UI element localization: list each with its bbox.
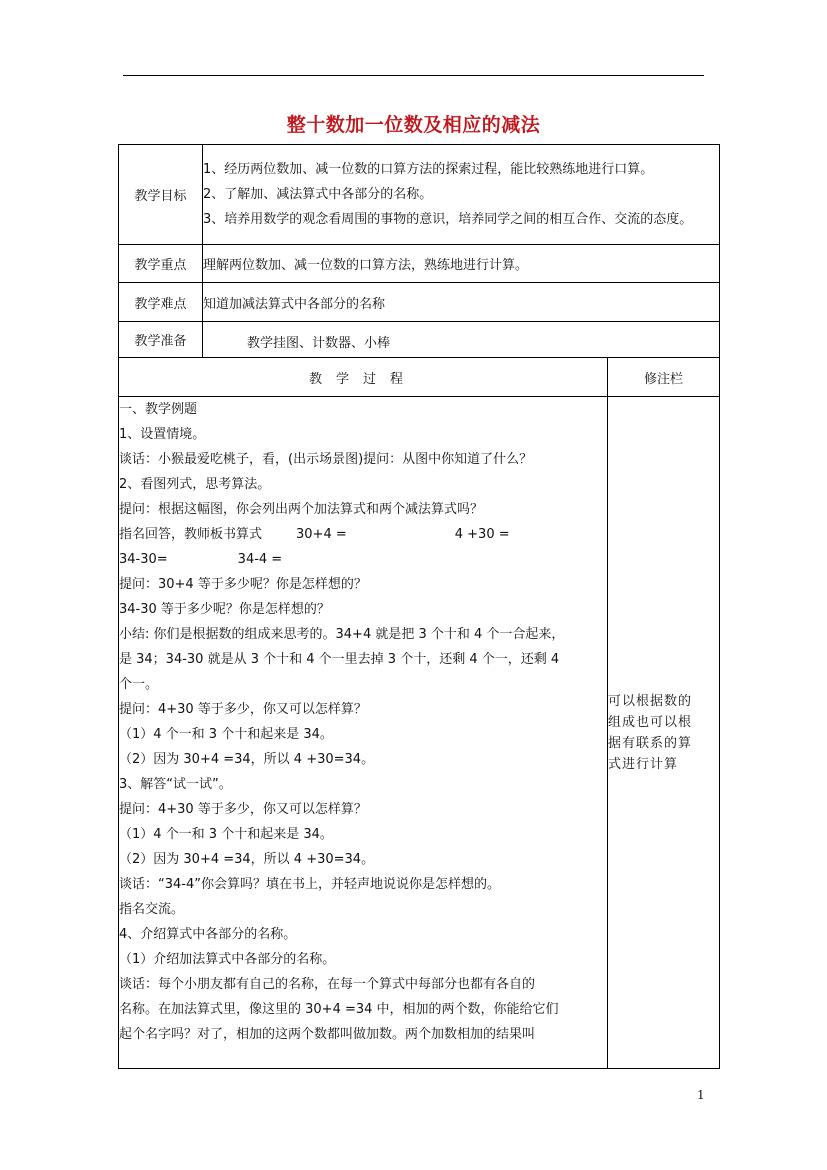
process-line: 提问：根据这幅图，你会列出两个加法算式和两个减法算式吗？ <box>119 502 484 517</box>
difficulty-label: 教学难点 <box>119 283 203 322</box>
process-line: 小结: 你们是根据数的组成来思考的。34+4 就是把 3 个十和 4 个一合起来， <box>119 627 565 642</box>
process-line: 个一。 <box>119 677 159 692</box>
process-line: （1）4 个一和 3 个十和起来是 34。 <box>119 827 333 842</box>
process-line: 3、解答“试一试”。 <box>119 777 232 792</box>
process-line: 提问：4+30 等于多少，你又可以怎样算？ <box>119 702 367 717</box>
row-preparation <box>119 322 720 358</box>
process-line: 1、设置情境。 <box>119 427 206 442</box>
equation-4-plus-30: 4 +30 = <box>454 527 510 542</box>
process-line: （2）因为 30+4 =34，所以 4 +30=34。 <box>119 752 375 767</box>
row-process-header <box>119 358 720 397</box>
process-line: （1）4 个一和 3 个十和起来是 34。 <box>119 727 333 742</box>
process-line: 起个名字吗？对了，相加的这两个数都叫做加数。两个加数相加的结果叫 <box>119 1027 536 1042</box>
process-line: 2、看图列式，思考算法。 <box>119 477 271 492</box>
header-rule <box>123 75 704 76</box>
equation-34-minus-30: 34-30= <box>119 552 168 567</box>
key-label: 教学重点 <box>119 245 203 283</box>
notes-content <box>608 397 720 1069</box>
process-line: 提问：4+30 等于多少，你又可以怎样算？ <box>119 802 367 817</box>
difficulty-content: 知道加减法算式中各部分的名称 <box>203 283 720 322</box>
goals-content <box>203 145 720 245</box>
process-line: 谈话：“34-4”你会算吗？填在书上，并轻声地说说你是怎样想的。 <box>119 877 500 892</box>
equation-34-minus-4: 34-4 = <box>237 552 283 567</box>
goal-item-1: 1、经历两位数加、减一位数的口算方法的探索过程，能比较熟练地进行口算。 <box>203 162 654 177</box>
process-line-equations <box>119 547 607 572</box>
page-number: 1 <box>697 1088 705 1102</box>
process-line: （2）因为 30+4 =34，所以 4 +30=34。 <box>119 852 375 867</box>
process-line: 谈话：每个小朋友都有自己的名称，在每一个算式中每部分也都有各自的 <box>119 977 536 992</box>
process-line: （1）介绍加法算式中各部分的名称。 <box>119 952 336 967</box>
note-line: 式进行计算 <box>608 756 679 772</box>
prep-content: 教学挂图、计数器、小棒 <box>203 322 720 358</box>
process-line: 名称。在加法算式里，像这里的 30+4 =34 中，相加的两个数，你能给它们 <box>119 1002 559 1017</box>
process-line: 4、介绍算式中各部分的名称。 <box>119 927 297 942</box>
process-line: 指名交流。 <box>119 902 185 917</box>
row-process-body <box>119 397 720 1069</box>
row-difficulty <box>119 283 720 322</box>
lesson-plan-table <box>118 144 720 1069</box>
prep-label: 教学准备 <box>119 322 203 358</box>
document-title: 整十数加一位数及相应的减法 <box>286 114 541 136</box>
process-line: 谈话：小猴最爱吃桃子，看，(出示场景图)提问：从图中你知道了什么？ <box>119 452 533 467</box>
process-line: 一、教学例题 <box>119 402 198 417</box>
note-line: 组成也可以根 <box>608 714 693 730</box>
key-content: 理解两位数加、减一位数的口算方法，熟练地进行计算。 <box>203 245 720 283</box>
note-line: 可以根据数的 <box>608 693 693 709</box>
row-key-point <box>119 245 720 283</box>
row-goals <box>119 145 720 245</box>
process-line: 提问：30+4 等于多少呢？你是怎样想的？ <box>119 577 367 592</box>
process-content <box>119 397 608 1069</box>
equation-intro: 指名回答，教师板书算式 <box>119 527 263 542</box>
notes-header: 修注栏 <box>608 358 720 397</box>
goal-item-3: 3、培养用数学的观念看周围的事物的意识，培养同学之间的相互合作、交流的态度。 <box>203 212 693 227</box>
note-line: 据有联系的算 <box>608 735 693 751</box>
process-line-equations <box>119 522 607 547</box>
process-header: 教学过程 <box>119 358 608 397</box>
equation-30-plus-4: 30+4 = <box>296 527 347 542</box>
process-line: 是 34；34-30 就是从 3 个十和 4 个一里去掉 3 个十，还剩 4 个一，还剩 4 <box>119 652 560 667</box>
process-line: 34-30 等于多少呢？你是怎样想的？ <box>119 602 330 617</box>
goals-label: 教学目标 <box>119 145 203 245</box>
goal-item-2: 2、了解加、减法算式中各部分的名称。 <box>203 187 433 202</box>
